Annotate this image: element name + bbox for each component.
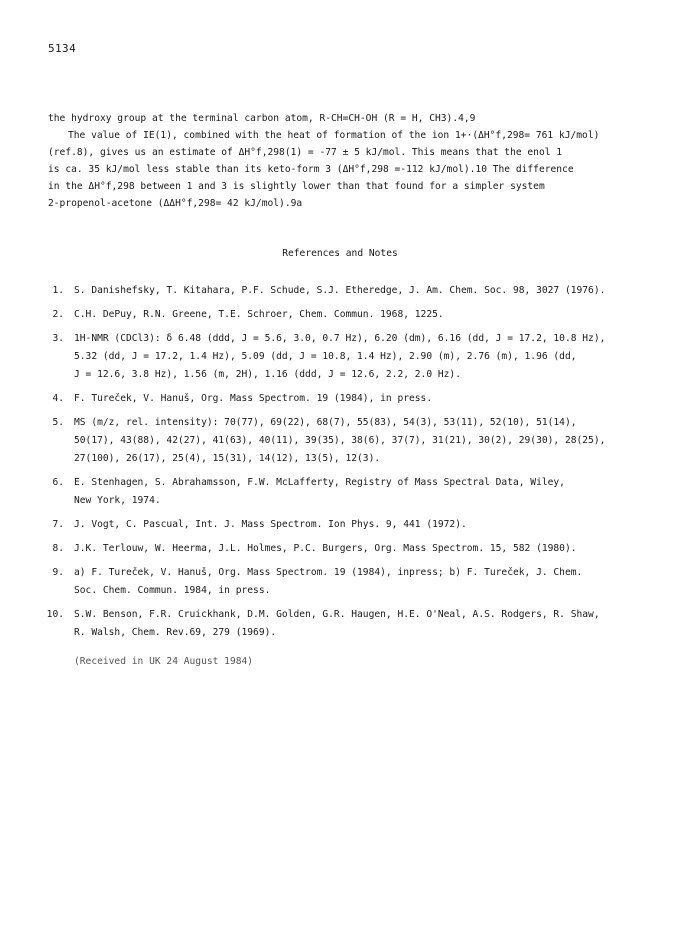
intro-paragraph bbox=[48, 110, 648, 212]
reference-line: J. Vogt, C. Pascual, Int. J. Mass Spectrom. Ion Phys. 9, 441 (1972). bbox=[74, 519, 467, 530]
reference-line: Soc. Chem. Commun. 1984, in press. bbox=[74, 585, 271, 596]
reference-item bbox=[36, 540, 656, 558]
reference-number: 4. bbox=[52, 393, 64, 404]
intro-line: (ref.8), gives us an estimate of ΔH°f,298(1) = -77 ± 5 kJ/mol. This means that the enol 1 bbox=[48, 147, 563, 158]
reference-line: 50(17), 43(88), 42(27), 41(63), 40(11), 39(35), 38(6), 37(7), 31(21), 30(2), 29(30), 28(25), bbox=[74, 435, 606, 446]
reference-line: C.H. DePuy, R.N. Greene, T.E. Schroer, Chem. Commun. 1968, 1225. bbox=[74, 309, 444, 320]
reference-item bbox=[36, 390, 656, 408]
reference-item bbox=[36, 414, 656, 468]
intro-line: The value of IE(1), combined with the heat of formation of the ion 1+·(ΔH°f,298= 761 kJ/mol) bbox=[68, 130, 600, 141]
reference-item bbox=[36, 606, 656, 642]
reference-line: 1H-NMR (CDCl3): δ 6.48 (ddd, J = 5.6, 3.0, 0.7 Hz), 6.20 (dm), 6.16 (dd, J = 17.2, 10.8 Hz), bbox=[74, 333, 606, 344]
reference-number: 5. bbox=[52, 417, 64, 428]
reference-line: E. Stenhagen, S. Abrahamsson, F.W. McLafferty, Registry of Mass Spectral Data, Wiley, bbox=[74, 477, 565, 488]
references-list bbox=[36, 282, 656, 648]
reference-number: 6. bbox=[52, 477, 64, 488]
reference-number: 9. bbox=[52, 567, 64, 578]
references-heading: References and Notes bbox=[282, 248, 398, 259]
reference-line: J.K. Terlouw, W. Heerma, J.L. Holmes, P.C. Burgers, Org. Mass Spectrom. 15, 582 (1980). bbox=[74, 543, 577, 554]
reference-number: 8. bbox=[52, 543, 64, 554]
reference-item bbox=[36, 282, 656, 300]
reference-number: 7. bbox=[52, 519, 64, 530]
intro-line: in the ΔH°f,298 between 1 and 3 is slightly lower than that found for a simpler system bbox=[48, 181, 545, 192]
reference-line: a) F. Tureček, V. Hanuš, Org. Mass Spectrom. 19 (1984), inpress; b) F. Tureček, J. Chem. bbox=[74, 567, 583, 578]
intro-line: the hydroxy group at the terminal carbon atom, R-CH=CH-OH (R = H, CH3).4,9 bbox=[48, 113, 476, 124]
reference-item bbox=[36, 516, 656, 534]
reference-line: J = 12.6, 3.8 Hz), 1.56 (m, 2H), 1.16 (ddd, J = 12.6, 2.2, 2.0 Hz). bbox=[74, 369, 461, 380]
received-date: (Received in UK 24 August 1984) bbox=[74, 656, 254, 667]
reference-item bbox=[36, 474, 656, 510]
reference-line: New York, 1974. bbox=[74, 495, 161, 506]
reference-item bbox=[36, 330, 656, 384]
reference-line: 27(100), 26(17), 25(4), 15(31), 14(12), 13(5), 12(3). bbox=[74, 453, 381, 464]
reference-line: 5.32 (dd, J = 17.2, 1.4 Hz), 5.09 (dd, J = 10.8, 1.4 Hz), 2.90 (m), 2.76 (m), 1.96 (dd, bbox=[74, 351, 577, 362]
reference-line: F. Tureček, V. Hanuš, Org. Mass Spectrom. 19 (1984), in press. bbox=[74, 393, 433, 404]
reference-number: 10. bbox=[46, 609, 64, 620]
reference-line: S.W. Benson, F.R. Cruickhank, D.M. Golden, G.R. Haugen, H.E. O'Neal, A.S. Rodgers, R. Shaw, bbox=[74, 609, 600, 620]
reference-line: R. Walsh, Chem. Rev.69, 279 (1969). bbox=[74, 627, 277, 638]
reference-line: MS (m/z, rel. intensity): 70(77), 69(22), 68(7), 55(83), 54(3), 53(11), 52(10), 51(14), bbox=[74, 417, 577, 428]
page-number: 5134 bbox=[48, 42, 77, 55]
reference-item bbox=[36, 564, 656, 600]
reference-number: 1. bbox=[52, 285, 64, 296]
reference-item bbox=[36, 306, 656, 324]
reference-number: 3. bbox=[52, 333, 64, 344]
intro-line: 2-propenol-acetone (ΔΔH°f,298= 42 kJ/mol).9a bbox=[48, 198, 303, 209]
intro-line: is ca. 35 kJ/mol less stable than its keto-form 3 (ΔH°f,298 =-112 kJ/mol).10 The difference bbox=[48, 164, 574, 175]
reference-line: S. Danishefsky, T. Kitahara, P.F. Schude, S.J. Etheredge, J. Am. Chem. Soc. 98, 3027 (1976). bbox=[74, 285, 606, 296]
reference-number: 2. bbox=[52, 309, 64, 320]
